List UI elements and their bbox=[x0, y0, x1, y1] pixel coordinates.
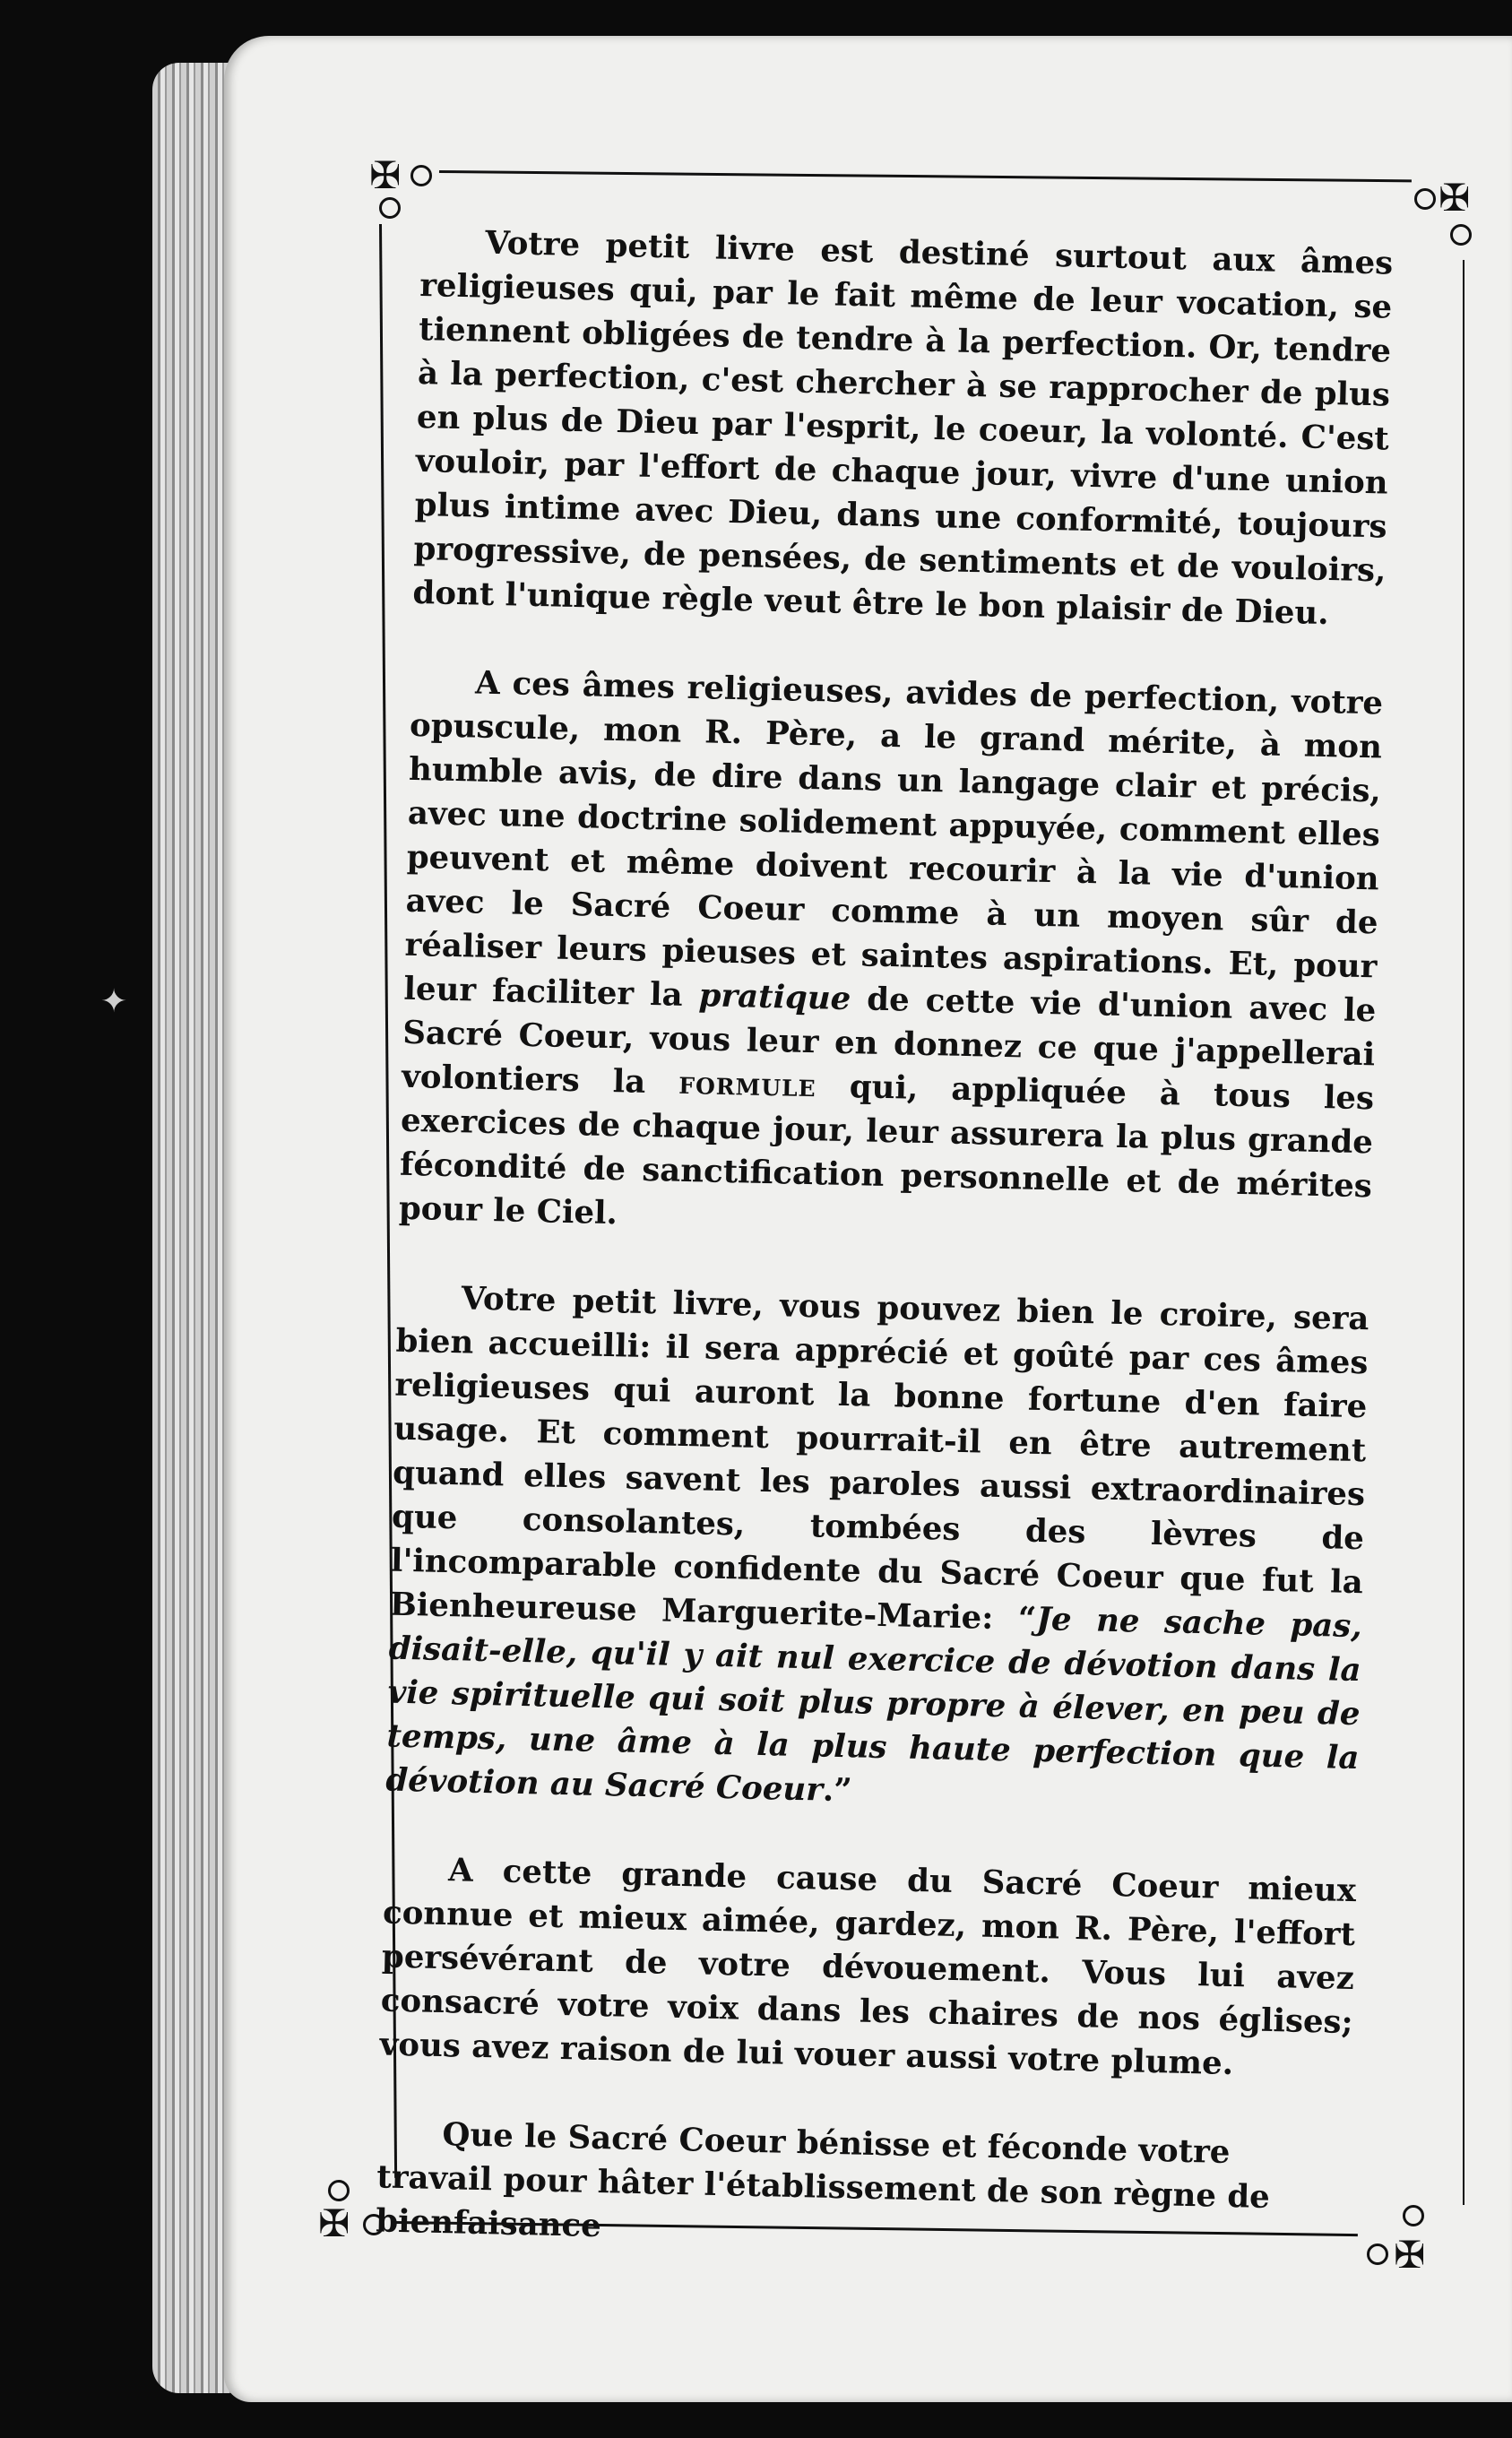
ring-icon-bottom-left-b bbox=[328, 2180, 350, 2201]
paragraph-4-text: A cette grande cause du Sacré Coeur mieux connue et mieux aimée, gardez, mon R. Père, l'effort persévérant de votre dévouement. Vous lui avez consacré votre voix dans les chaires de nos églises; vous avez raison de lui vouer aussi votre plume. bbox=[379, 1852, 1357, 2083]
paragraph-5 bbox=[376, 2111, 1351, 2265]
ring-icon-bottom-right-a bbox=[1367, 2243, 1388, 2265]
ring-icon-top-right-b bbox=[1450, 224, 1472, 246]
ring-icon-bottom-right-b bbox=[1403, 2205, 1424, 2226]
paragraph-4 bbox=[379, 1847, 1356, 2089]
corner-cross-icon-top-left: ✠ bbox=[369, 153, 402, 197]
paragraph-3 bbox=[385, 1275, 1369, 1824]
paragraph-1 bbox=[412, 220, 1394, 637]
paragraph-1-text: Votre petit livre est destiné surtout aux âmes religieuses qui, par le fait même de leur vocation, se tiennent obligées de tendre à la perfection. Or, tendre à la perfection, c'est chercher à se rapprocher de plus en plus de Dieu par l'esprit, le coeur, la volonté. C'est vouloir, par l'effort de chaque jour, vivre d'une union plus intime avec Dieu, dans une conformité, toujours progressive, de pensées, de sentiments et de vouloirs, dont l'unique règle veut être le bon plaisir de Dieu. bbox=[412, 224, 1394, 633]
corner-cross-icon-bottom-left: ✠ bbox=[318, 2201, 350, 2245]
ring-icon-top-right-a bbox=[1414, 188, 1436, 210]
paragraph-3-text-b: .” bbox=[822, 1771, 853, 1810]
paragraph-3-quote: Je ne sache pas, disait-elle, qu'il y ait nul exercice de dévotion dans la vie spirituelle qui soit plus propre à élever, en peu de temps, une âme à la plus haute perfection que la dévotion au Sacré Coeur bbox=[385, 1600, 1363, 1809]
corner-cross-icon-bottom-right: ✠ bbox=[1394, 2233, 1426, 2277]
paragraph-3-text-a: Votre petit livre, vous pouvez bien le croire, sera bien accueilli: il sera apprécié et goûté par ces âmes religieuses qui auront la bonne fortune d'en faire usage. Et comment pourrait-il en être autrement quand elles savent les paroles aussi extraordinaires que consolantes, tombées des lèvres de l'incomparable confidente du Sacré Coeur que fut la Bienheureuse Marguerite-Marie: “ bbox=[389, 1280, 1369, 1638]
frame-right-rule bbox=[1463, 260, 1464, 2205]
paragraph-2 bbox=[398, 660, 1383, 1252]
paragraph-2-text-c: qui, appliquée à tous les exercices de chaque jour, leur assurera la plus grande fécondité de sanctification personnelle et de mérites pour le Ciel. bbox=[398, 1068, 1375, 1232]
ring-icon-top-left-b bbox=[379, 197, 401, 219]
paragraph-2-italic-pratique: pratique bbox=[698, 977, 851, 1018]
ring-icon-top-left-a bbox=[410, 165, 432, 186]
paragraph-5-text: Que le Sacré Coeur bénisse et féconde votre travail pour hâter l'établissement de son règne de bienfaisance bbox=[375, 2116, 1271, 2245]
page-smudge-icon: ✦ bbox=[100, 983, 128, 1020]
paragraph-2-text-b: de cette vie d'union avec le Sacré Coeur, vous leur en donnez ce que j'appellerai volontiers la bbox=[401, 981, 1377, 1102]
corner-cross-icon-top-right: ✠ bbox=[1439, 176, 1471, 220]
paragraph-2-smallcaps-formule: formule bbox=[678, 1064, 817, 1105]
paragraph-2-text-a: A ces âmes religieuses, avides de perfection, votre opuscule, mon R. Père, a le grand mérite, à mon humble avis, de dire dans un langage clair et précis, avec une doctrine solidement appuyée, comment elles peuvent et même doivent recourir à la vie d'union avec le Sacré Coeur comme à un moyen sûr de réaliser leurs pieuses et saintes aspirations. Et, pour leur faciliter la bbox=[403, 664, 1384, 1015]
body-text bbox=[376, 220, 1394, 2265]
